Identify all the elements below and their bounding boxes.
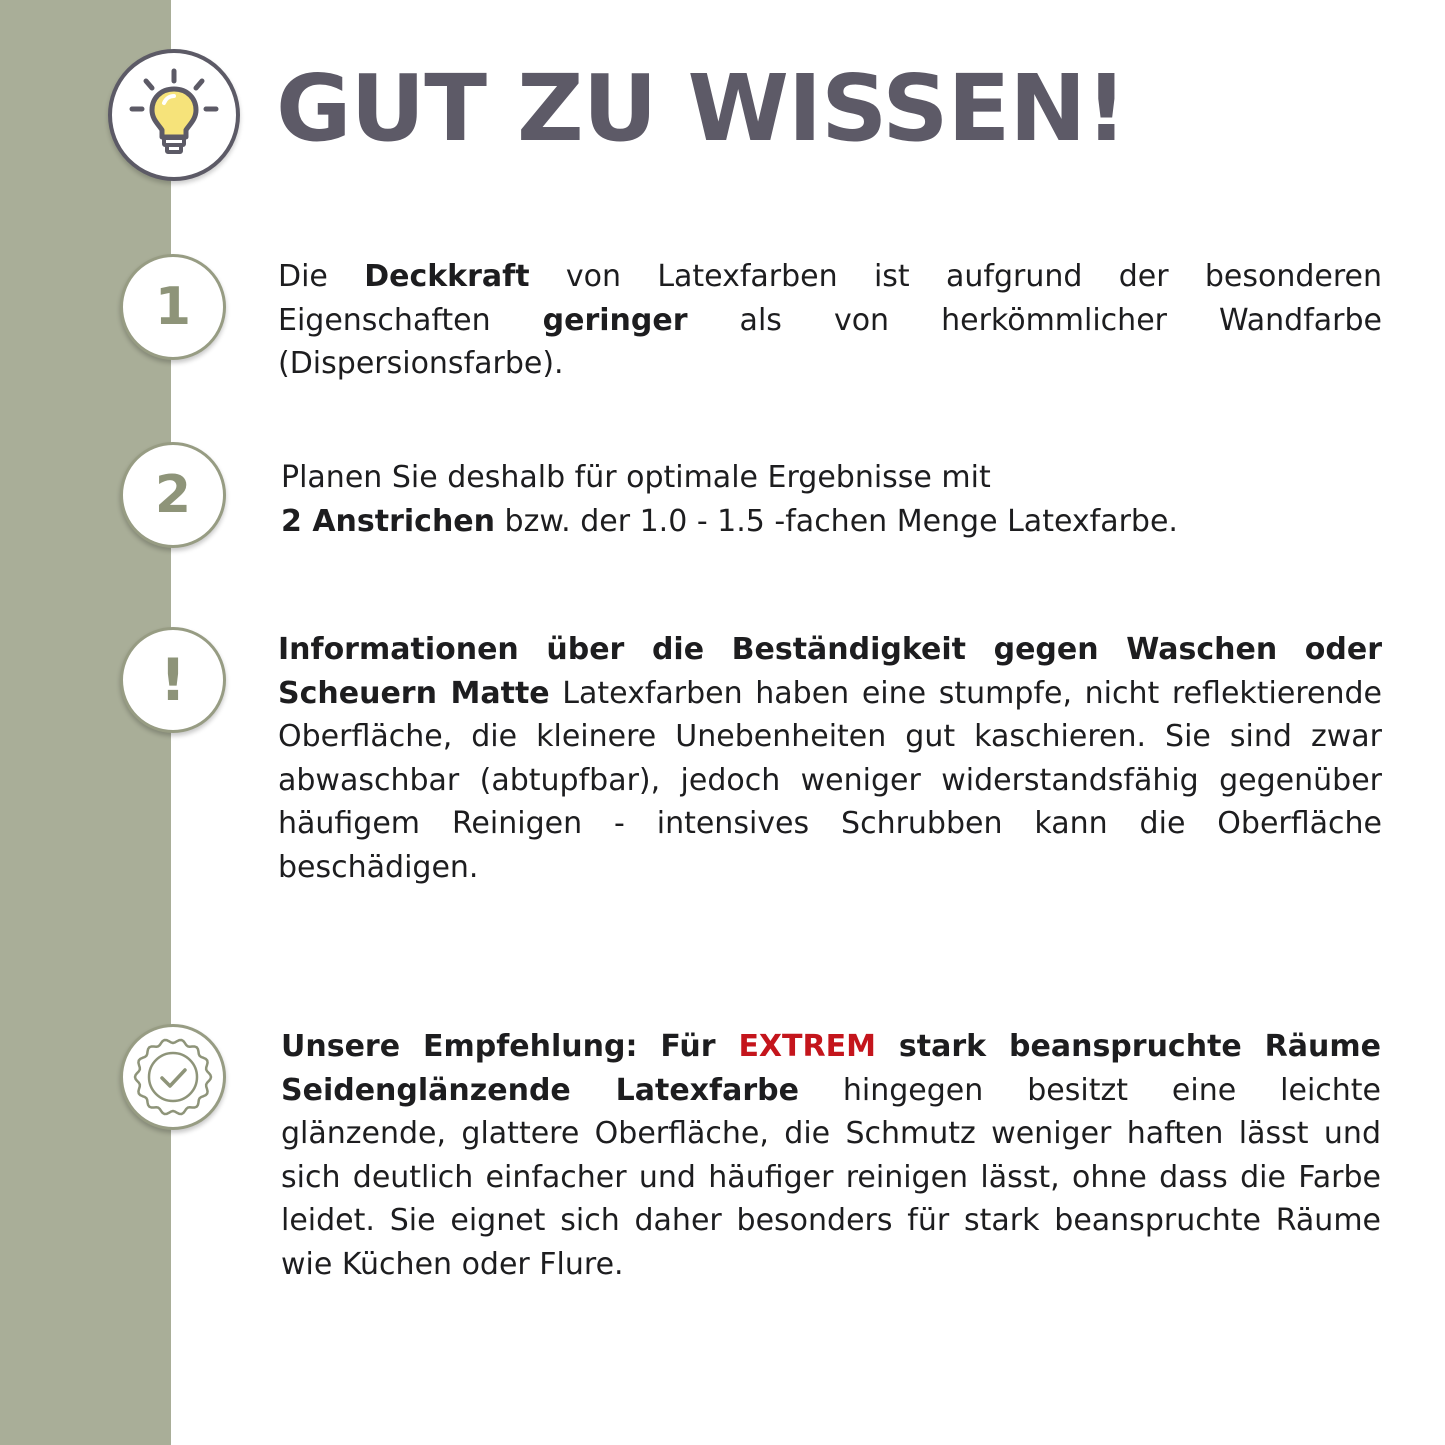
bold-text: Unsere Empfehlung: Für <box>281 1029 739 1064</box>
body-text: als von herkömmlicher Wandfarbe (Dispersionsfarbe). <box>278 302 1382 381</box>
badge-number: 1 <box>154 277 192 337</box>
body-text: Latexfarben haben eine stumpfe, nicht reflektierende Oberfläche, die kleinere Unebenheiten gut kaschieren. Sie sind zwar abwaschbar (abtupfbar), jedoch weniger widerstandsfähig gegenüber häufigem Reinigen - intensives Schrubben kann die Oberfläche beschädigen. <box>278 675 1382 885</box>
body-text: Planen Sie deshalb für optimale Ergebnisse mit <box>281 460 991 495</box>
title-badge <box>108 49 240 181</box>
bold-text: Deckkraft <box>364 259 530 294</box>
seal-badge <box>120 1024 226 1130</box>
bold-text: 2 Anstrichen <box>281 503 496 539</box>
bold-text: stark beanspruchte Räume Seidenglänzende Latexfarbe <box>281 1029 1381 1108</box>
exclamation-icon: ! <box>159 646 187 714</box>
bold-text: geringer <box>542 302 688 338</box>
body-text: hingegen besitzt eine leichte glänzende, glattere Oberfläche, die Schmutz weniger haften lässt und sich deutlich einfacher und häufiger reinigen lässt, ohne dass die Farbe leidet. Sie eignet sich daher besonders für stark beanspruchte Räume wie Küchen oder Flure. <box>281 1072 1381 1282</box>
seal-check-icon <box>130 1034 216 1120</box>
highlight-text: EXTREM <box>738 1029 876 1064</box>
tip-paragraph-3 <box>278 628 1382 889</box>
tip-paragraph-1 <box>278 255 1382 386</box>
number-badge-1 <box>120 254 226 360</box>
lightbulb-icon <box>124 65 224 165</box>
tip-paragraph-4 <box>281 1025 1381 1286</box>
body-text: Die <box>278 259 365 294</box>
tip-paragraph-2 <box>281 456 1385 543</box>
page-title: GUT ZU WISSEN! <box>276 55 1127 162</box>
body-text: von Latexfarben ist aufgrund der besonderen Eigenschaften <box>278 259 1382 338</box>
body-text: bzw. der 1.0 - 1.5 -fachen Menge Latexfarbe. <box>495 503 1178 539</box>
badge-number: 2 <box>154 465 192 525</box>
bold-text: Informationen über die Beständigkeit gegen Waschen oder Scheuern Matte <box>278 632 1382 711</box>
number-badge-2 <box>120 442 226 548</box>
exclamation-badge <box>120 627 226 733</box>
